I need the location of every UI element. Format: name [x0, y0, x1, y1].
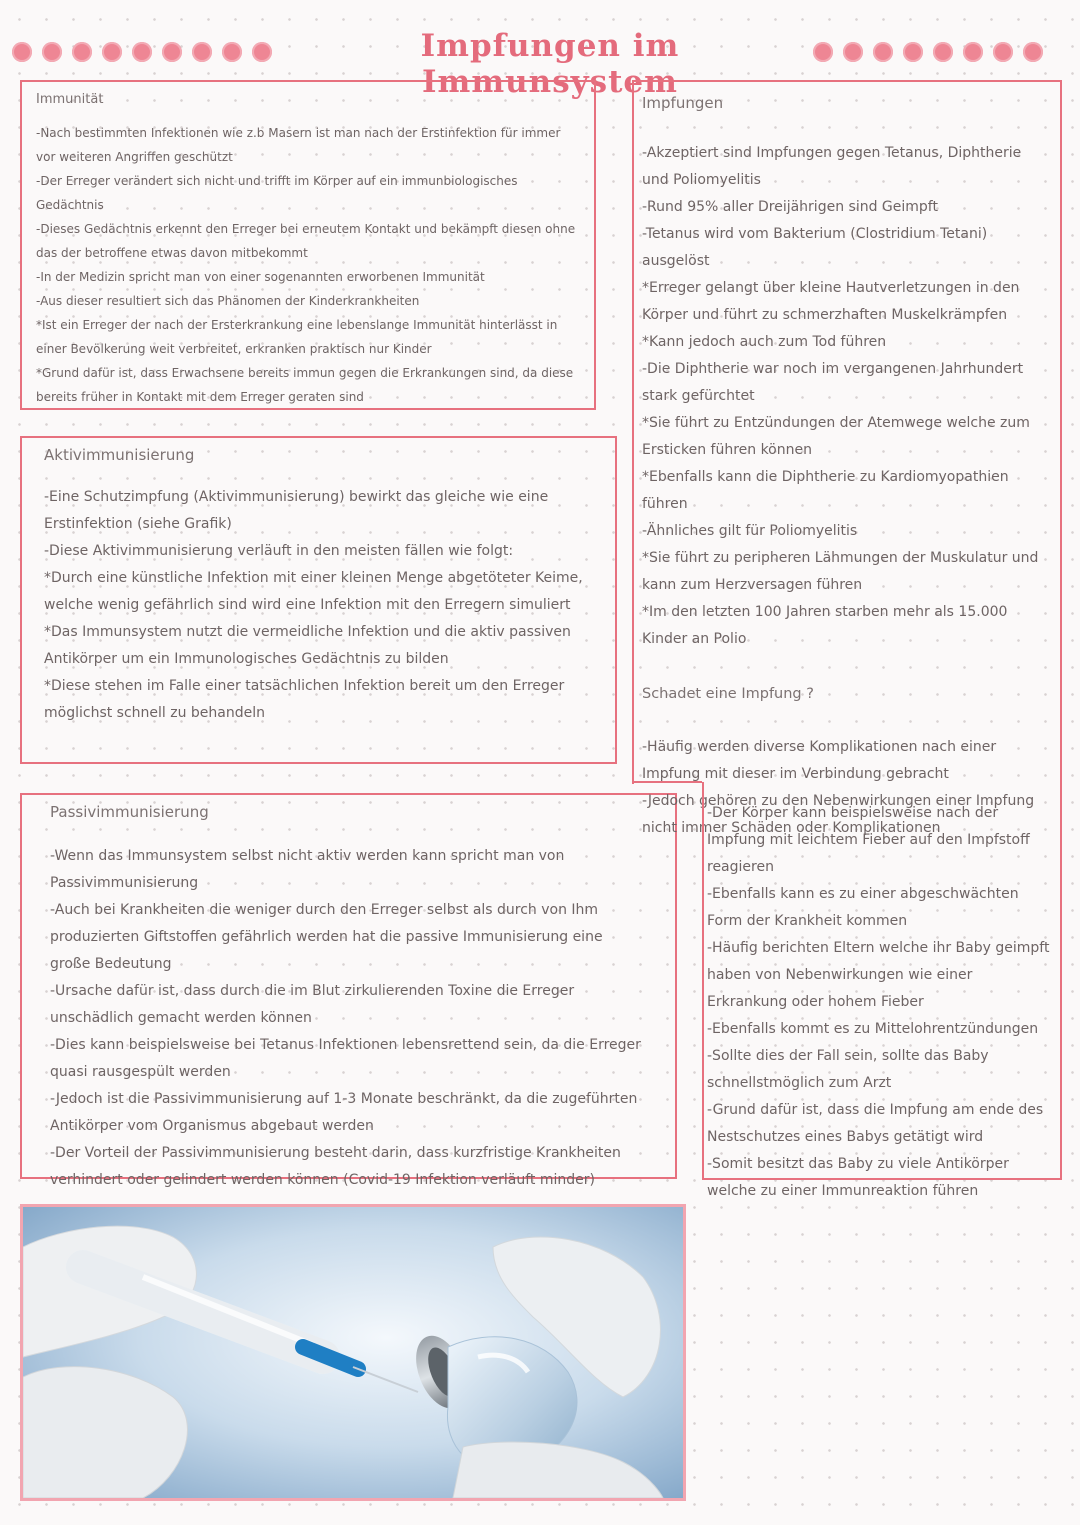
- dot-icon: [132, 42, 152, 62]
- text-line: -Eine Schutzimpfung (Aktivimmunisierung) bewirkt das gleiche wie eine Erstinfektion (siehe Grafik): [44, 489, 549, 532]
- text-line: -Dies kann beispielsweise bei Tetanus Infektionen lebensrettend sein, da die Erreger quasi rausgespült werden: [50, 1037, 641, 1080]
- text-line: -In der Medizin spricht man von einer sogenannten erworbenen Immunität: [36, 270, 485, 284]
- nebenwirkungen-box: [702, 782, 1062, 1199]
- text-line: -Der Körper kann beispielsweise nach der Impfung mit leichtem Fieber auf den Impfstoff reagieren: [707, 805, 1030, 875]
- text-line: -Häufig berichten Eltern welche ihr Baby geimpft haben von Nebenwirkungen wie einer Erkrankung oder hohem Fieber: [707, 940, 1050, 1010]
- decorative-dots-right: [813, 42, 1043, 62]
- text-line: -Häufig werden diverse Komplikationen nach einer Impfung mit dieser im Verbindung gebracht: [642, 739, 997, 782]
- text-line: -Der Erreger verändert sich nicht und trifft im Körper auf ein immunbiologisches Gedächtnis: [36, 174, 518, 212]
- dot-icon: [12, 42, 32, 62]
- text-line: -Ebenfalls kommt es zu Mittelohrentzündungen: [707, 1021, 1039, 1037]
- text-line: -Grund dafür ist, dass die Impfung am ende des Nestschutzes eines Babys getätigt wird: [707, 1102, 1044, 1145]
- text-line: -Ebenfalls kann es zu einer abgeschwächten Form der Krankheit kommen: [707, 886, 1019, 929]
- text-line: -Jedoch gehören zu den Nebenwirkungen einer Impfung nicht immer Schäden oder Komplikationen: [642, 793, 1035, 836]
- impfungen-text: [642, 140, 1052, 653]
- vaccine-syringe-photo: [20, 1204, 686, 1501]
- dot-icon: [222, 42, 242, 62]
- dot-icon: [933, 42, 953, 62]
- text-line: -Diese Aktivimmunisierung verläuft in den meisten fällen wie folgt:: [44, 543, 514, 559]
- dot-icon: [993, 42, 1013, 62]
- aktivimmunisierung-heading: Aktivimmunisierung: [44, 446, 195, 464]
- text-line: -Auch bei Krankheiten die weniger durch den Erreger selbst als durch von Ihm produzierten Giftstoffen gefährlich werden hat die passive Immunisierung eine große Bedeutung: [50, 902, 603, 972]
- box-border-step: [634, 781, 702, 786]
- dot-icon: [813, 42, 833, 62]
- aktivimmunisierung-box: [20, 436, 617, 764]
- text-line: -Ursache dafür ist, dass durch die im Blut zirkulierenden Toxine die Erreger unschädlich gemacht werden können: [50, 983, 575, 1026]
- text-line: -Tetanus wird vom Bakterium (Clostridium Tetani) ausgelöst: [642, 226, 988, 269]
- text-line: -Nach bestimmten Infektionen wie z.b Masern ist man nach der Erstinfektion für immer vor weiteren Angriffen geschützt: [36, 126, 561, 164]
- text-line: *Diese stehen im Falle einer tatsächlichen Infektion bereit um den Erreger möglichst schnell zu behandeln: [44, 678, 565, 721]
- text-line: *Ist ein Erreger der nach der Ersterkrankung eine lebenslange Immunität hinterlässt in einer Bevölkerung weit verbreitet, erkranken praktisch nur Kinder: [36, 318, 558, 356]
- passivimmunisierung-box: [20, 793, 677, 1188]
- text-line: *Das Immunsystem nutzt die vermeidliche Infektion und die aktiv passiven Antikörper um ein Immunologisches Gedächtnis zu bilden: [44, 624, 571, 667]
- text-line: *Grund dafür ist, dass Erwachsene bereits immun gegen die Erkrankungen sind, da diese bereits früher in Kontakt mit dem Erreger geraten sind: [36, 366, 574, 404]
- dot-icon: [72, 42, 92, 62]
- text-line: *Durch eine künstliche Infektion mit einer kleinen Menge abgetöteter Keime, welche wenig gefährlich sind wird eine Infektion mit den Erregern simuliert: [44, 570, 583, 613]
- aktivimmunisierung-text: [44, 484, 593, 727]
- immunitaet-box: [20, 80, 596, 410]
- text-line: -Dieses Gedächtnis erkennt den Erreger bei erneutem Kontakt und bekämpft diesen ohne das der betroffene etwas davon mitbekommt: [36, 222, 576, 260]
- text-line: -Wenn das Immunsystem selbst nicht aktiv werden kann spricht man von Passivimmunisierung: [50, 848, 565, 891]
- text-line: -Aus dieser resultiert sich das Phänomen der Kinderkrankheiten: [36, 294, 420, 308]
- decorative-dots-left: [12, 42, 272, 62]
- dot-icon: [843, 42, 863, 62]
- dot-icon: [192, 42, 212, 62]
- text-line: -Jedoch ist die Passivimmunisierung auf 1-3 Monate beschränkt, da die zugeführten Antikörper vom Organismus abgebaut werden: [50, 1091, 638, 1134]
- text-line: *Im den letzten 100 Jahren starben mehr als 15.000 Kinder an Polio: [642, 604, 1008, 647]
- impfung-schaden-heading: Schadet eine Impfung ?: [642, 686, 814, 702]
- text-line: -Sollte dies der Fall sein, sollte das Baby schnellstmöglich zum Arzt: [707, 1048, 989, 1091]
- text-line: -Der Vorteil der Passivimmunisierung besteht darin, dass kurzfristige Krankheiten verhindert oder gelindert werden können (Covid-19 Infektion verläuft minder): [50, 1145, 621, 1188]
- dot-icon: [963, 42, 983, 62]
- impfungen-box: [632, 80, 1062, 836]
- text-line: -Rund 95% aller Dreijährigen sind Geimpft: [642, 199, 938, 215]
- dot-icon: [873, 42, 893, 62]
- text-line: -Akzeptiert sind Impfungen gegen Tetanus, Diphtherie und Poliomyelitis: [642, 145, 1022, 188]
- text-line: -Die Diphtherie war noch im vergangenen Jahrhundert stark gefürchtet: [642, 361, 1024, 404]
- text-line: *Ebenfalls kann die Diphtherie zu Kardiomyopathien führen: [642, 469, 1009, 512]
- immunitaet-heading: Immunität: [36, 92, 104, 107]
- dot-icon: [162, 42, 182, 62]
- nebenwirkungen-text: [707, 800, 1057, 1205]
- text-line: *Erreger gelangt über kleine Hautverletzungen in den Körper und führt zu schmerzhaften Muskelkrämpfen: [642, 280, 1020, 323]
- impfungen-heading: Impfungen: [642, 94, 724, 112]
- dot-icon: [102, 42, 122, 62]
- passivimmunisierung-heading: Passivimmunisierung: [50, 803, 209, 821]
- text-line: -Somit besitzt das Baby zu viele Antikörper welche zu einer Immunreaktion führen: [707, 1156, 1009, 1199]
- text-line: *Sie führt zu Entzündungen der Atemwege welche zum Ersticken führen können: [642, 415, 1030, 458]
- text-line: -Ähnliches gilt für Poliomyelitis: [642, 523, 858, 539]
- dot-icon: [42, 42, 62, 62]
- text-line: *Kann jedoch auch zum Tod führen: [642, 334, 887, 350]
- dot-icon: [1023, 42, 1043, 62]
- page-title: Impfungen im Immunsystem: [420, 28, 680, 100]
- text-line: *Sie führt zu peripheren Lähmungen der Muskulatur und kann zum Herzversagen führen: [642, 550, 1039, 593]
- dot-icon: [252, 42, 272, 62]
- passivimmunisierung-text: [50, 843, 647, 1194]
- dot-icon: [903, 42, 923, 62]
- immunitaet-text: [36, 121, 580, 409]
- syringe-vial-illustration: [23, 1207, 683, 1498]
